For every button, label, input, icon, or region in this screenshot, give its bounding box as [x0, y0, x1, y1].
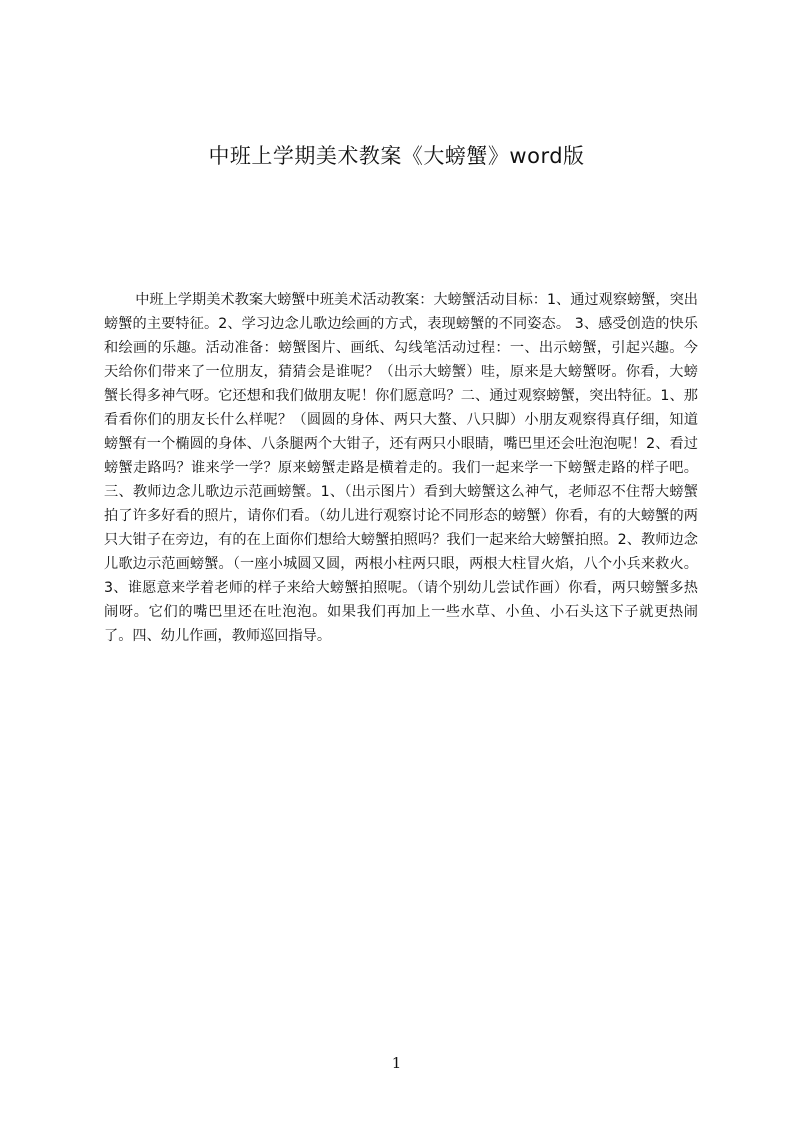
document-body-paragraph: 中班上学期美术教案大螃蟹中班美术活动教案：大螃蟹活动目标：1、通过观察螃蟹，突出螃蟹的主要特征。2、学习边念儿歌边绘画的方式，表现螃蟹的不同姿态。 3、感受创造的快乐和绘画的乐趣。活动准备：螃蟹图片、画纸、勾线笔活动过程：一、出示螃蟹，引起兴趣。今天给你们带来了一位朋友，猜猜会是谁呢？（出示大螃蟹）哇，原来是大螃蟹呀。你看，大螃蟹长得多神气呀。它还想和我们做朋友呢！你们愿意吗？二、通过观察螃蟹，突出特征。1、那看看你们的朋友长什么样呢？（圆圆的身体、两只大螯、八只脚）小朋友观察得真仔细，知道螃蟹有一个椭圆的身体、八条腿两个大钳子，还有两只小眼睛，嘴巴里还会吐泡泡呢！2、看过螃蟹走路吗？谁来学一学？原来螃蟹走路是横着走的。我们一起来学一下螃蟹走路的样子吧。三、教师边念儿歌边示范画螃蟹。1、（出示图片）看到大螃蟹这么神气，老师忍不住帮大螃蟹拍了许多好看的照片，请你们看。（幼儿进行观察讨论不同形态的螃蟹）你看，有的大螃蟹的两只大钳子在旁边，有的在上面你们想给大螃蟹拍照吗？我们一起来给大螃蟹拍照。2、教师边念儿歌边示范画螃蟹。（一座小城圆又圆，两根小柱两只眼，两根大柱冒火焰，八个小兵来救火。3、谁愿意来学着老师的样子来给大螃蟹拍照呢。（请个别幼儿尝试作画）你看，两只螃蟹多热闹呀。它们的嘴巴里还在吐泡泡。如果我们再加上一些水草、小鱼、小石头这下子就更热闹了。四、幼儿作画，教师巡回指导。 [104, 292, 698, 644]
document-title: 中班上学期美术教案《大螃蟹》word版 [208, 144, 585, 168]
page-number: 1 [391, 1054, 402, 1072]
